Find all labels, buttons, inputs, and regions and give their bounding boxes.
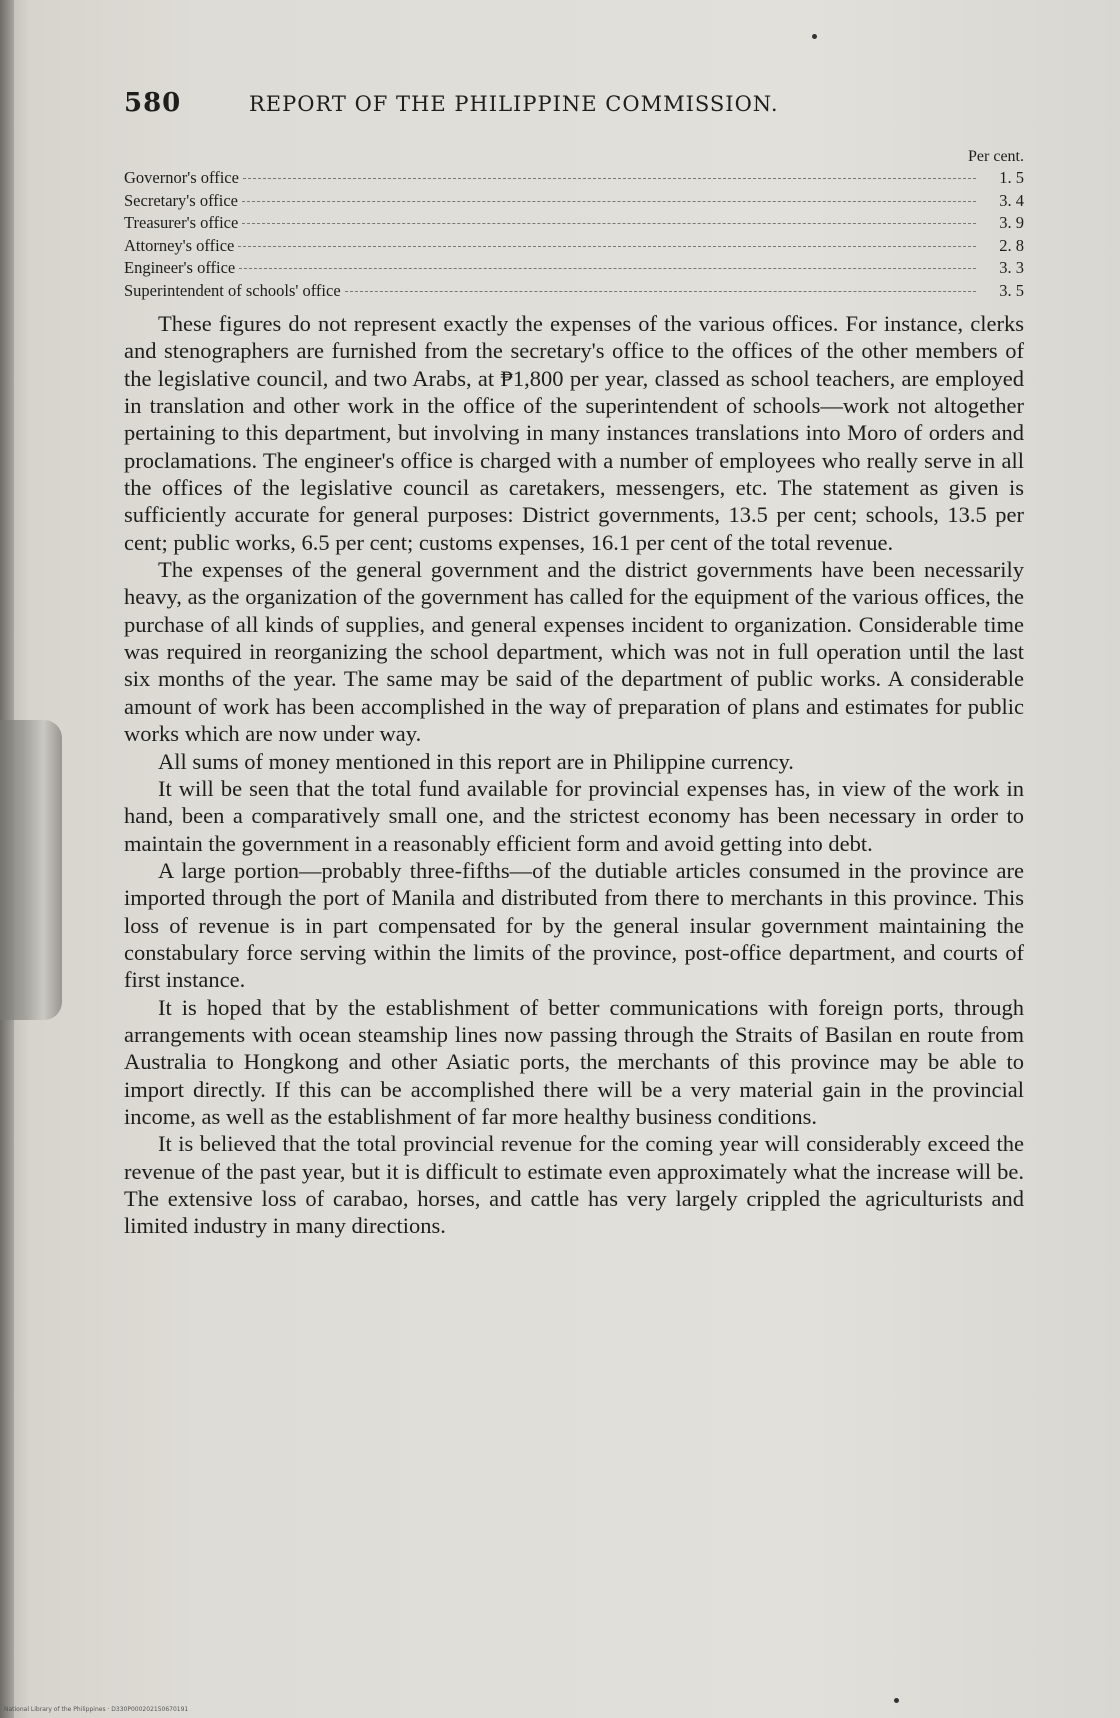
expense-table	[124, 148, 1024, 303]
row-label: Treasurer's office	[124, 213, 239, 232]
row-value: 3. 4	[999, 190, 1024, 210]
row-value: 3. 5	[999, 280, 1024, 300]
row-label: Superintendent of schools' office	[124, 280, 341, 300]
row-label: Engineer's office	[124, 258, 236, 277]
paragraph: It is hoped that by the establishment of better communications with foreign ports, through arrangements with ocean steamship lines now passing through the Straits of Basilan en route from Australia to Hongkong and other Asiatic ports, the merchants of this province may be able to import directly. If this can be accomplished there will be a very material gain in the provincial income, as well as the establishment of far more healthy business conditions.	[124, 994, 1024, 1129]
paragraph: A large portion—probably three-fifths—of the dutiable articles consumed in the province are imported through the port of Manila and distributed from there to merchants in this province. This loss of revenue is in part compensated for by the general insular government maintaining the constabulary force serving within the limits of the province, post-office department, and courts of first instance.	[124, 857, 1024, 993]
body-text	[124, 310, 1024, 1240]
leader-dots	[242, 201, 976, 202]
running-title: REPORT OF THE PHILIPPINE COMMISSION.	[248, 92, 779, 116]
leader-dots	[345, 291, 976, 292]
table-row	[124, 236, 1024, 259]
table-row	[124, 191, 1024, 214]
row-value: 3. 9	[999, 213, 1024, 232]
row-label: Secretary's office	[124, 190, 238, 210]
table-row	[124, 213, 1024, 236]
row-label: Attorney's office	[124, 235, 235, 255]
table-row	[124, 168, 1024, 191]
row-value: 1. 5	[999, 168, 1024, 187]
leader-dots	[243, 178, 976, 179]
paragraph: These figures do not represent exactly the expenses of the various offices. For instance, clerks and stenographers are furnished from the secretary's office to the offices of the other members of the legislative council, and two Arabs, at ₱1,800 per year, classed as school teachers, are employed in translation and other work in the office of the superintendent of schools—work not altogether pertaining to this department, but involving in many instances translations into Moro of orders and proclamations. The engineer's office is charged with a number of employees who really serve in all the offices of the legislative council as caretakers, messengers, etc. The statement as given is sufficiently accurate for general purposes: District governments, 13.5 per cent; schools, 13.5 per cent; public works, 6.5 per cent; customs expenses, 16.1 per cent of the total revenue.	[124, 311, 1024, 555]
print-speck	[894, 1698, 899, 1703]
binding-clip	[0, 720, 62, 1020]
table-row	[124, 281, 1024, 304]
column-header: Per cent.	[968, 148, 1024, 165]
row-value: 3. 3	[999, 258, 1024, 277]
page-number: 580	[124, 88, 182, 118]
row-label: Governor's office	[124, 168, 239, 187]
paragraph: It is believed that the total provincial revenue for the coming year will considerably exceed the revenue of the past year, but it is difficult to estimate even approximately what the increase will be. The extensive loss of carabao, horses, and cattle has very largely crippled the agriculturists and limited industry in many directions.	[124, 1131, 1024, 1239]
page-header	[124, 88, 1024, 118]
row-value: 2. 8	[999, 235, 1024, 255]
print-speck	[812, 34, 817, 39]
leader-dots	[238, 246, 976, 247]
leader-dots	[239, 268, 976, 269]
leader-dots	[242, 223, 976, 224]
paragraph: The expenses of the general government and the district governments have been necessarily heavy, as the organization of the government has called for the equipment of the various offices, the purchase of all kinds of supplies, and general expenses incident to organization. Considerable time was required in reorganizing the school department, which was not in full operation until the last six months of the year. The same may be said of the department of public works. A considerable amount of work has been accomplished in the way of preparation of plans and estimates for public works which are now under way.	[124, 557, 1024, 747]
archive-note: National Library of the Philippines · D330P000202150670191	[4, 1706, 189, 1713]
paragraph: All sums of money mentioned in this report are in Philippine currency.	[158, 748, 794, 774]
paragraph: It will be seen that the total fund available for provincial expenses has, in view of the work in hand, been a comparatively small one, and the strictest economy has been necessary in order to maintain the government in a reasonably efficient form and avoid getting into debt.	[124, 775, 1024, 856]
table-row	[124, 258, 1024, 281]
